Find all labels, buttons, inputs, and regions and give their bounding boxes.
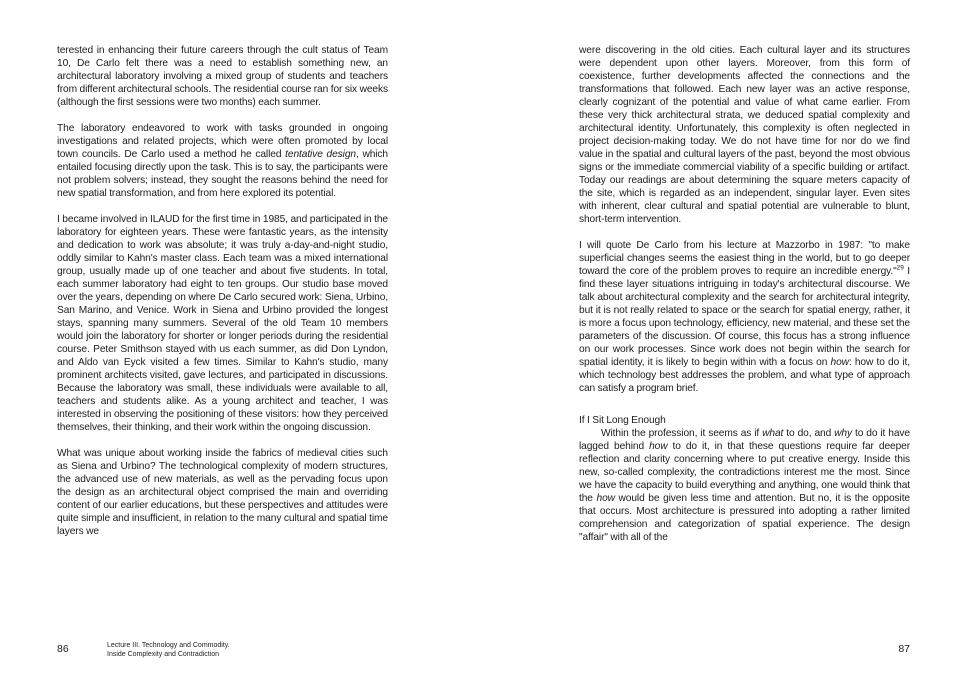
body-paragraph: were discovering in the old cities. Each cultural layer and its structures were dependent upon other layers. Moreover, from this form of coexistence, further developments affected the connections and the transformations that followed. Each new layer was an active response, clearly cognizant of the potential and value of what came earlier. From these very thick architectural strata, we deduced spatial complexity and architectural identity. Unfortunately, this complexity is often neglected in project decision-making today. We do not have time for nor do we find value in the spatial and cultural layers of the past, beyond the most obvious signs or the immediate commercial viability of a specific building or artifact. Today our readings are about determining the square meters capacity of the site, which is regarded as an independent, singular layer. Even sites with inherent, clear cultural and spatial potential are vulnerable to blunt, short-term intervention. [579, 45, 910, 225]
page-number-right: 87 [898, 643, 910, 655]
body-paragraph: Within the profession, it seems as if what to do, and why to do it have lagged behind how to do it, in that these questions require far deeper reflection and clarity concerning where to put creative energy. Inside this new, so-called complexity, the contradictions interest me the most. Since we have the capacity to build everything and anything, one would think that the how would be given less time and attention. But no, it is the opposite that occurs. Most architecture is pressured into adopting a rather limited comprehension and categorization of spatial experience. The design "affair" with all of the [579, 428, 910, 543]
running-footer [107, 642, 230, 659]
body-paragraph: What was unique about working inside the fabrics of medieval cities such as Siena and Urbino? The technological complexity of modern structures, the advanced use of new materials, as well as the pervading focus upon the design as an architectural object comprised the main and overriding content of our earlier educations, but these perspectives and attitudes were quite simple and insufficient, in relation to the many cultural and spatial time layers we [57, 448, 388, 537]
right-page-text-column [579, 44, 910, 544]
body-paragraph: I became involved in ILAUD for the first time in 1985, and participated in the laboratory for eighteen years. These were fantastic years, as the intensity and dedication to work was absolute; it was truly a-day-and-night studio, oddly similar to Kahn's master class. Each team was a mixed international group, usually made up of one teacher and about five students. In total, each summer laboratory had eight to ten groups. Our studio base moved over the years, depending on where De Carlo secured work: Siena, Urbino, San Marino, and Venice. Work in Siena and Urbino provided the longest stays, spanning many summers. Several of the old Team 10 members would join the laboratory for shorter or longer periods during the residential course. Peter Smithson stayed with us each summer, as did Don Lyndon, and Aldo van Eyck visited a few times. Similar to Kahn's studio, many prominent architects visited, gave lectures, and participated in discussions. Because the laboratory was small, these individuals were available to all, teachers and students alike. As a young architect and teacher, I was interested in observing the positioning of these visitors: how they perceived themselves, their thinking, and their work within the ongoing discussion. [57, 214, 388, 433]
running-footer-line1: Lecture III. Technology and Commodity. [107, 642, 230, 649]
page-number-left: 86 [57, 643, 69, 655]
section-heading: If I Sit Long Enough [579, 415, 666, 426]
body-paragraph: terested in enhancing their future careers through the cult status of Team 10, De Carlo felt there was a need to establish something new, an architectural laboratory involving a mixed group of students and teachers from different architectural schools. The residential course ran for six weeks (although the first sessions were two months) each summer. [57, 45, 388, 108]
left-page-text-column [57, 44, 388, 551]
body-paragraph: I will quote De Carlo from his lecture at Mazzorbo in 1987: "to make superficial changes seems the easiest thing in the world, but to go deeper toward the core of the problem proves to require an incredible energy."$^{29}$ I find these layer situations intriguing in today's architectural discourse. We talk about architectural complexity and the search for architectural integrity, but it is not really related to space or the search for spatial energy, rather, it is more a focus upon technology, efficiency, new material, and these set the parameters of the discussion. Of course, this focus has a strong influence on our work processes. Since work does not begin within the search for spatial identity, it is likely to begin within with a focus on how: how to do it, which technology best addresses the problem, and what type of approach can satisfy a program brief. [579, 240, 911, 394]
body-paragraph: The laboratory endeavored to work with tasks grounded in ongoing investigations and related projects, which were often promoted by local town councils. De Carlo used a method he called tentative design, which entailed focusing directly upon the task. This is to say, the participants were not problem solvers; instead, they sought the reasons behind the need for new spatial transformation, and from here explored its potential. [57, 123, 388, 199]
running-footer-line2: Inside Complexity and Contradiction [107, 650, 220, 658]
